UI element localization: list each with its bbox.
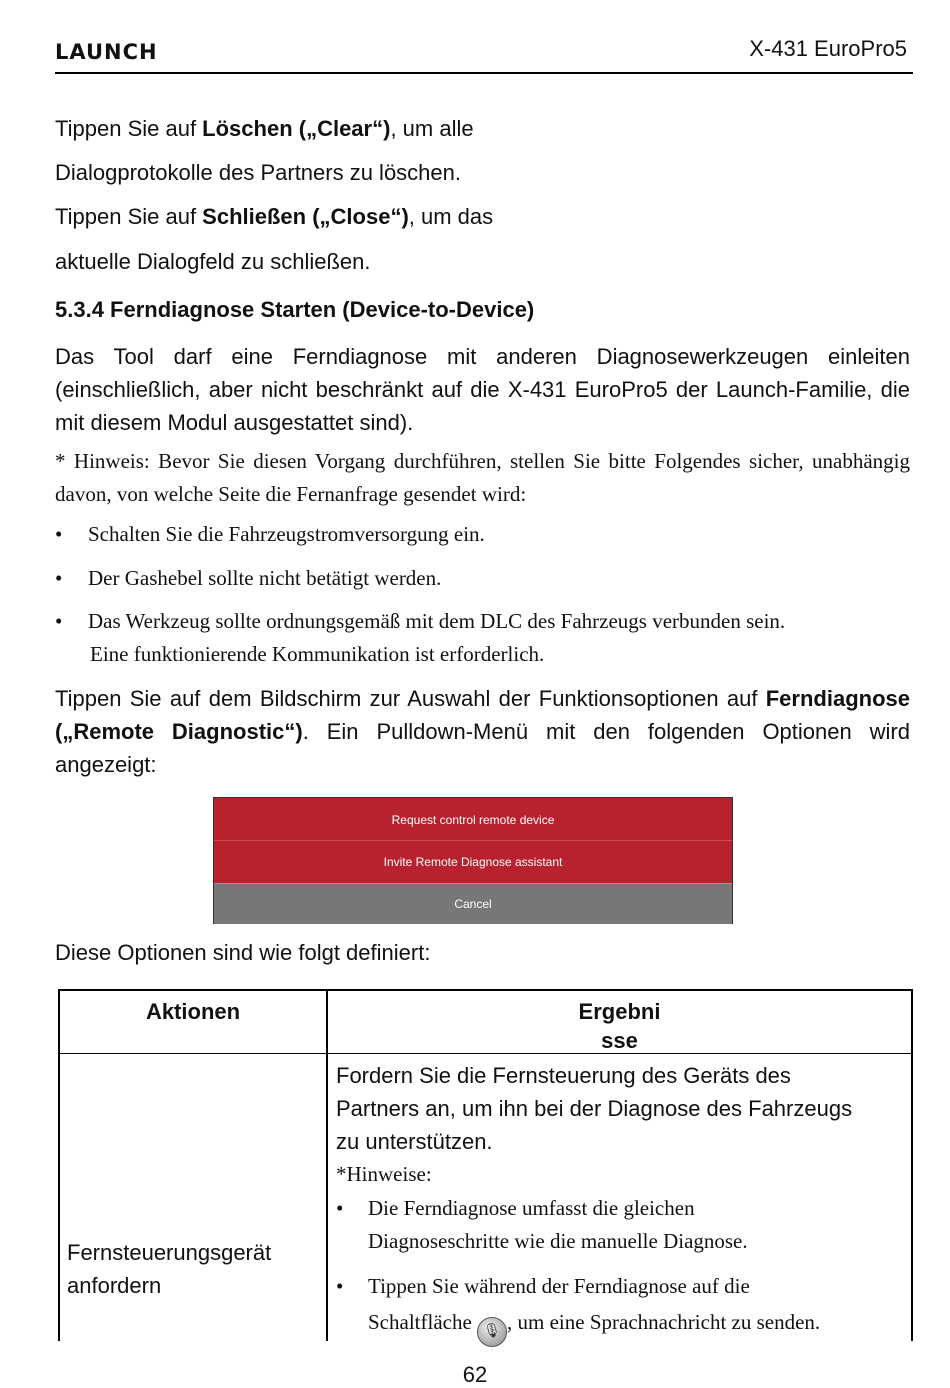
section-paragraph: Das Tool darf eine Ferndiagnose mit anderen Diagnosewerkzeugen einleiten (einschließlich, aber nicht beschränkt auf die X-431 EuroPro5 der Launch-Familie, die mit diesem Modul ausgestattet sind). — [55, 344, 910, 435]
table-border-left — [58, 989, 60, 1341]
bullet-dot: • — [55, 522, 63, 546]
request-control-button[interactable]: Request control remote device — [214, 800, 732, 841]
cancel-button[interactable]: Cancel — [214, 883, 732, 924]
result-bullet: • Die Ferndiagnose umfasst die gleichen Diagnoseschritte wie die manuelle Diagnose. — [336, 1196, 748, 1253]
result-note-label: *Hinweise: — [336, 1162, 432, 1186]
microphone-icon: 🎙 — [477, 1317, 507, 1347]
intro-line-3: Tippen Sie auf Schließen („Close“), um das — [55, 204, 494, 229]
result-description: Fordern Sie die Fernsteuerung des Geräts des Partners an, um ihn bei der Diagnose des Fahrzeugs zu unterstützen. — [336, 1063, 853, 1154]
bullet-dot: • — [336, 1196, 344, 1220]
intro-line-4: aktuelle Dialogfeld zu schließen. — [55, 249, 371, 274]
column-header-actions: Aktionen — [145, 999, 241, 1024]
remote-diagnostic-term: Ferndiagnose („Remote Diagnostic“) — [55, 686, 910, 744]
brand-logo: LAUNCH — [55, 40, 158, 64]
definitions-table — [58, 989, 913, 1341]
column-header-results: Ergebni sse — [578, 999, 661, 1053]
bullet-dot: • — [55, 609, 63, 633]
definitions-intro: Diese Optionen sind wie folgt definiert: — [55, 940, 431, 965]
note-paragraph: * Hinweis: Bevor Sie diesen Vorgang durchführen, stellen Sie bitte Folgendes sicher, unabhängig davon, von welche Seite die Fernanfrage gesendet wird: — [55, 449, 910, 506]
invite-assistant-button[interactable]: Invite Remote Diagnose assistant — [214, 842, 732, 882]
action-cell: Fernsteuerungsgerät anfordern — [67, 1240, 272, 1298]
tap-instruction: Tippen Sie auf dem Bildschirm zur Auswahl der Funktionsoptionen auf Ferndiagnose („Remote Diagnostic“). Ein Pulldown-Menü mit den folgenden Optionen wird angezeigt: — [55, 686, 910, 777]
close-term: Schließen („Close“) — [202, 204, 409, 229]
table-border-right — [911, 989, 913, 1341]
model-name: X-431 EuroPro5 — [749, 36, 907, 61]
intro-line-1: Tippen Sie auf Löschen („Clear“), um alle — [55, 116, 474, 141]
intro-line-2: Dialogprotokolle des Partners zu löschen. — [55, 160, 462, 185]
clear-term: Löschen („Clear“) — [202, 116, 391, 141]
bullet-dot: • — [336, 1274, 344, 1298]
remote-diagnostic-menu — [213, 797, 733, 924]
result-bullet: • Tippen Sie während der Ferndiagnose auf die Schaltfläche 🎙 , um eine Sprachnachricht zu senden. — [336, 1270, 343, 1303]
bullet-dot: • — [55, 566, 63, 590]
page-header — [55, 30, 913, 74]
section-heading: 5.3.4 Ferndiagnose Starten (Device-to-Device) — [55, 297, 535, 322]
page-number: 62 — [462, 1362, 488, 1387]
